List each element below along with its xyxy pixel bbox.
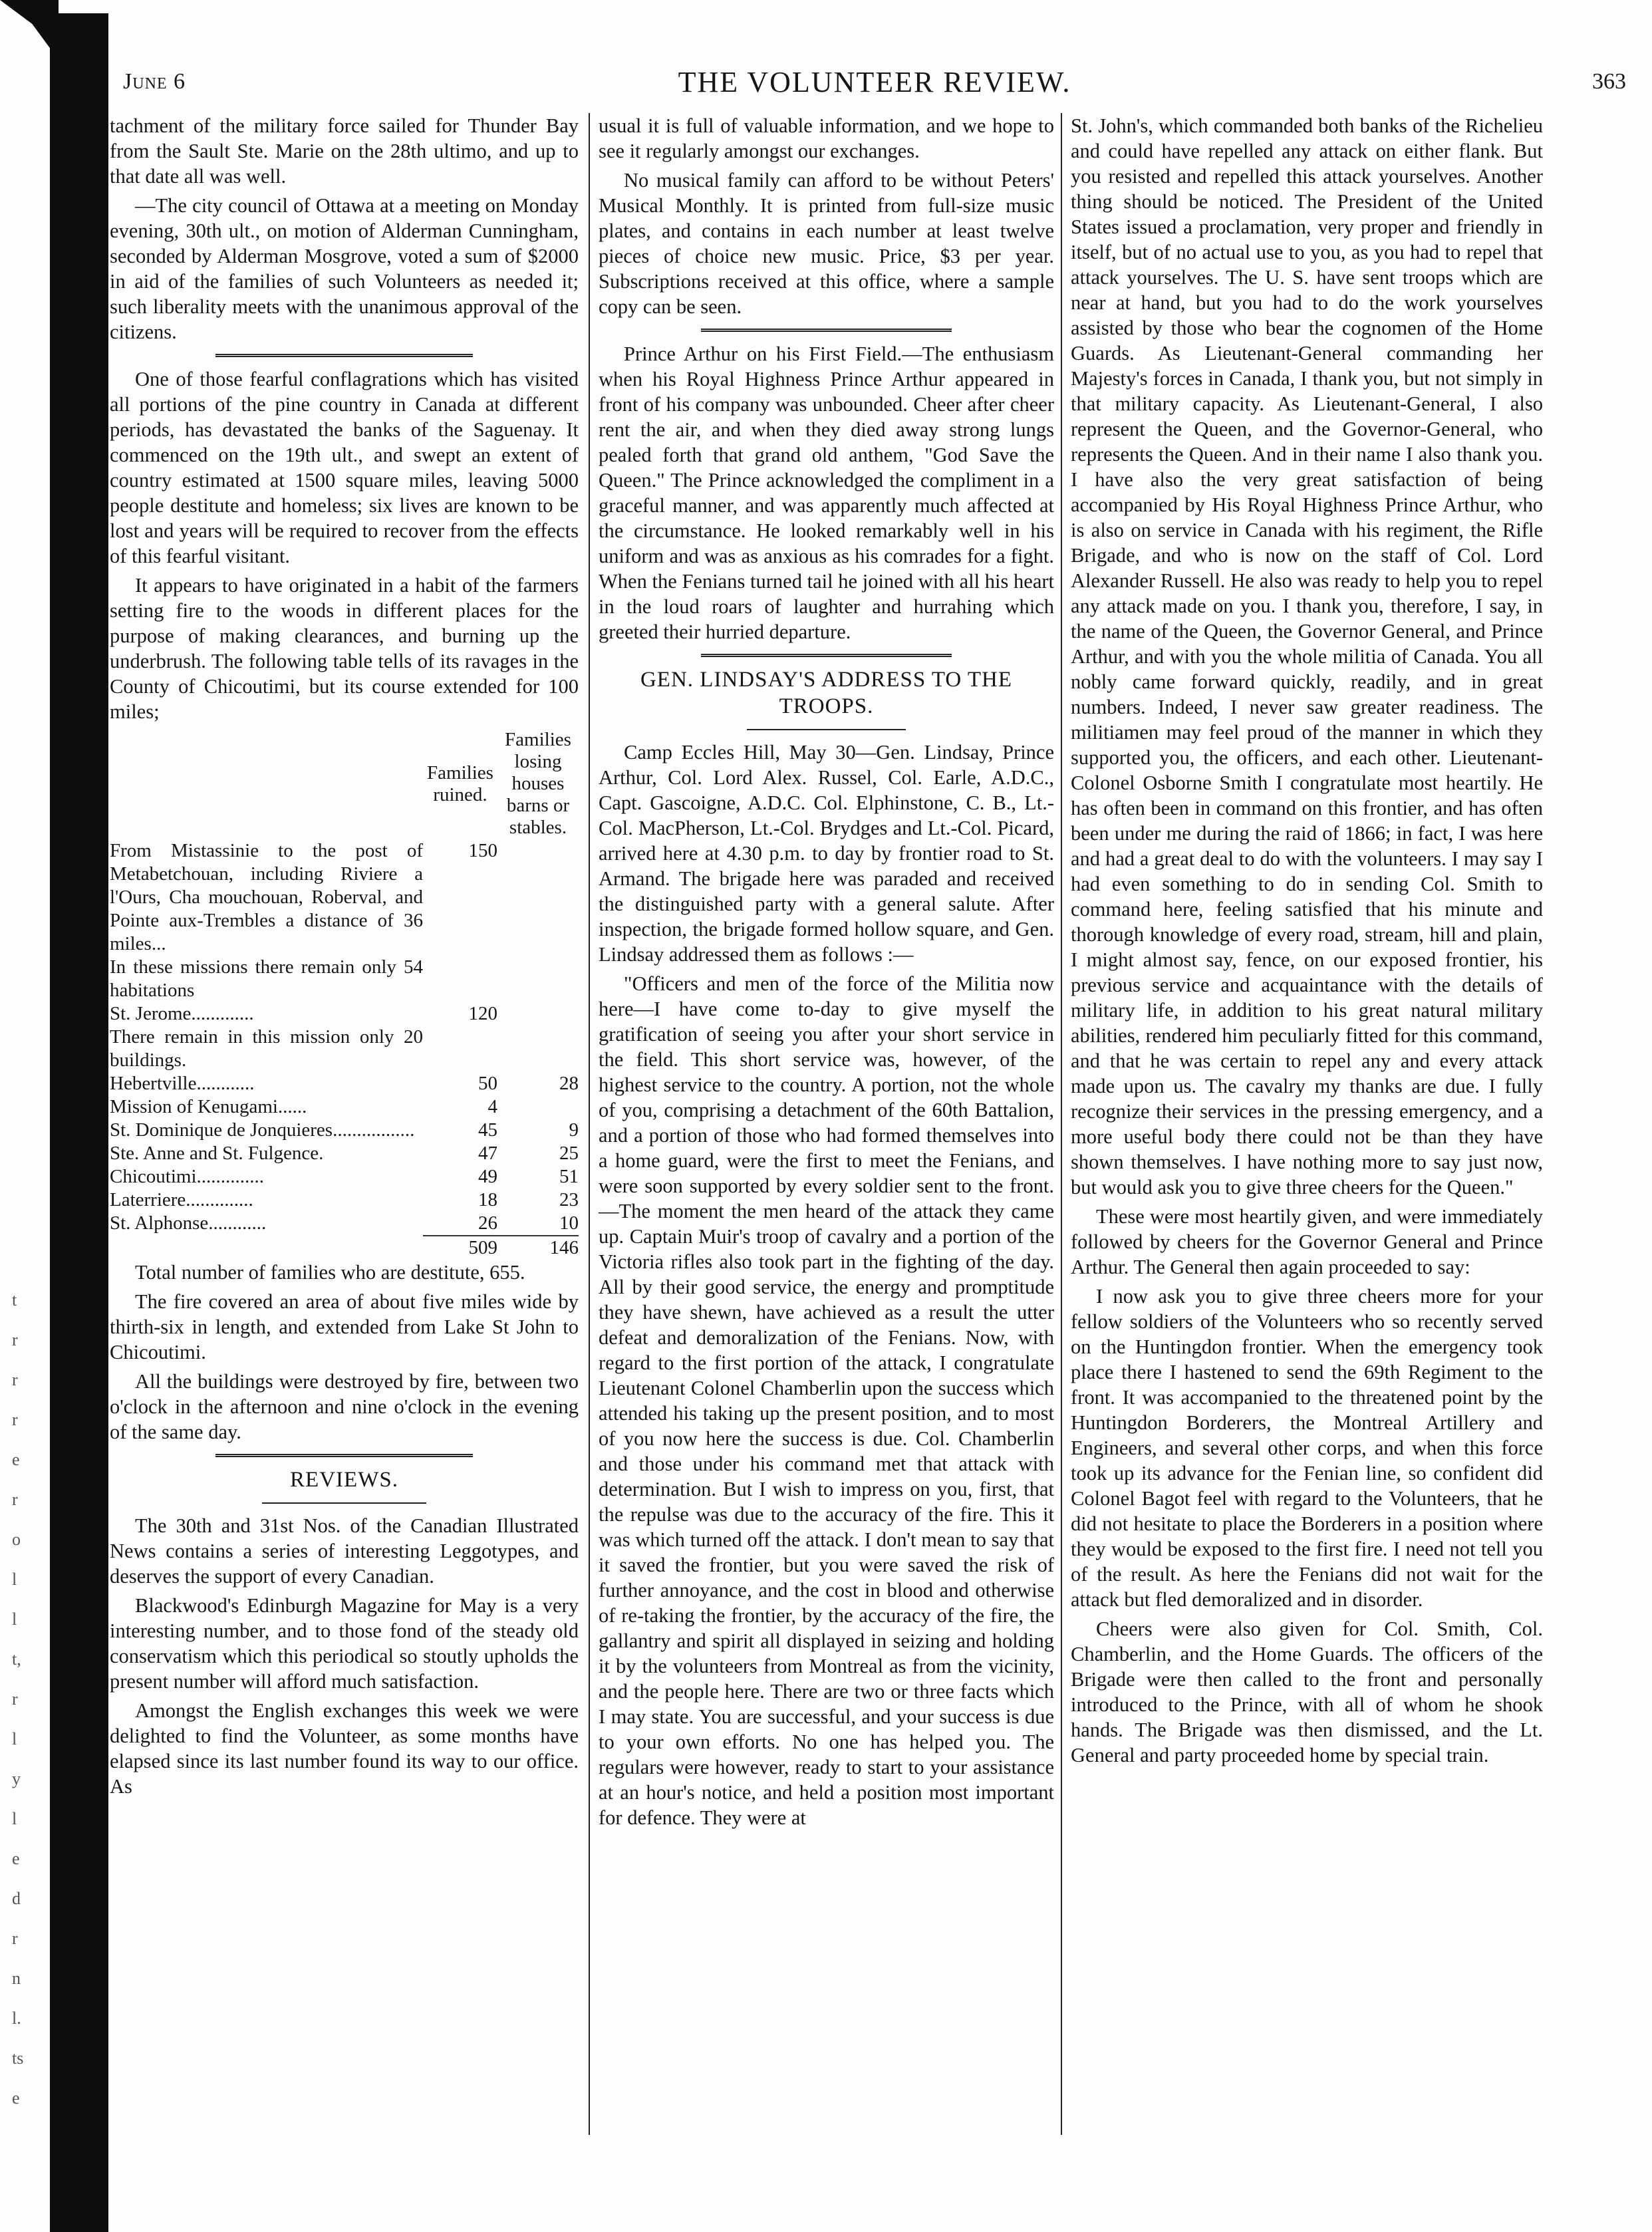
table-cell-place: St. Alphonse............ (110, 1212, 267, 1234)
col2-paragraph: No musical family can afford to be without Peters' Musical Monthly. It is printed from full-size music plates, and contains in each number at least twelve pieces of choice new music. Price, $3 per year. Subscriptions received at this office, where a sample copy can be seen. (599, 169, 1054, 318)
col1-paragraph: One of those fearful conflagrations which has visited all portions of the pine country in Canada at different periods, has devastated the banks of the Saguenay. It commenced on the 19th ult., and swept an extent of country estimated at 1500 square miles, leaving 5000 people destitute and homeless; six lives are known to be lost and years will be required to recover from the effects of this fearful visitant. (110, 368, 579, 567)
table-cell-ruined: 150 (468, 840, 497, 861)
table-header-losing: Families losing houses barns or stables. (505, 729, 571, 838)
table-cell-place: There remain in this mission only 20 buildings. (110, 1026, 423, 1071)
bleed-letter: t (12, 1290, 17, 1310)
table-row (110, 1119, 579, 1142)
col1-paragraph: The fire covered an area of about five miles wide by thirth-six in length, and extended from Lake St John to Chicoutimi. (110, 1290, 579, 1363)
table-row (110, 1142, 579, 1165)
separator (262, 1502, 426, 1504)
bleed-letter: r (12, 1929, 18, 1948)
table-row (110, 1188, 579, 1212)
separator (701, 654, 952, 657)
table-total-losing: 146 (497, 1236, 579, 1260)
col3-paragraph: I now ask you to give three cheers more for your fellow soldiers of the Volunteers who so recently served on the Huntingdon frontier. When the emergency took place there I hastened to send the 69th Regiment to the front. It was accompanied to the threatened point by the Huntingdon Borderers, the Montreal Artillery and Engineers, and several other corps, and when this force took up its advance for the Fenian line, so confident did Colonel Bagot feel with regard to the Volunteers, that he did not hesitate to place the Borderers in a position where they would be exposed to the first fire. I need not tell you of the result. As here the Fenians did not wait for the attack but fled demoralized and in disorder. (1071, 1285, 1543, 1611)
table-cell-ruined: 26 (478, 1212, 497, 1234)
table-header-ruined: Families ruined. (427, 762, 493, 805)
bleed-letter: y (12, 1769, 21, 1788)
header-title: THE VOLUNTEER REVIEW. (678, 66, 1071, 98)
table-row (110, 1002, 579, 1026)
table-cell-place: St. Dominique de Jonquieres................. (110, 1119, 415, 1141)
bleed-letter: e (12, 1450, 20, 1469)
table-cell-place: Ste. Anne and St. Fulgence. (110, 1143, 324, 1164)
col2-paragraph: Camp Eccles Hill, May 30—Gen. Lindsay, Prince Arthur, Col. Lord Alex. Russel, Col. Earle, A.D.C., Capt. Gascoigne, A.D.C. Col. Elphinstone, C. B., Lt.-Col. MacPherson, Lt.-Col. Brydges and Lt.-Col. Picard, arrived here at 4.30 p.m. to day by frontier road to St. Armand. The brigade here was paraded and received the distinguished party with a general salute. After inspection, the brigade formed hollow square, and Gen. Lindsay addressed them as follows :— (599, 741, 1054, 966)
section-heading-lindsay-address: GEN. LINDSAY'S ADDRESS TO THE TROOPS. (640, 668, 1013, 718)
col1-paragraph: Amongst the English exchanges this week we were delighted to find the Volunteer, as some months have elapsed since its last number found its way to our office. As (110, 1699, 579, 1798)
table-row (110, 1095, 579, 1119)
bleed-letter: d (12, 1889, 21, 1908)
table-cell-place: Laterriere.............. (110, 1189, 253, 1210)
bleed-letter: o (12, 1530, 21, 1549)
table-cell-losing: 10 (559, 1212, 579, 1234)
col1-paragraph: The 30th and 31st Nos. of the Canadian Illustrated News contains a series of interesting Leggotypes, and deserves the support of every Canadian. (110, 1514, 579, 1588)
separator (701, 329, 952, 332)
table-cell-ruined (423, 956, 497, 1002)
table-cell-ruined: 4 (487, 1096, 497, 1117)
binding-spine (0, 0, 110, 2232)
bleed-letter: ts (12, 2048, 24, 2068)
table-cell-ruined: 47 (478, 1143, 497, 1164)
table-cell-losing: 23 (559, 1189, 579, 1210)
col1-paragraph: All the buildings were destroyed by fire, between two o'clock in the afternoon and nine o'clock in the evening of the same day. (110, 1370, 579, 1443)
bleed-letter: l (12, 1809, 17, 1828)
table-cell-place: Hebertville............ (110, 1073, 255, 1094)
table-row (110, 1212, 579, 1236)
table-row (110, 956, 579, 1002)
table-cell-ruined: 18 (478, 1189, 497, 1210)
table-cell-place: Chicoutimi.............. (110, 1166, 264, 1187)
table-cell-losing (497, 1002, 579, 1026)
bleed-letter: e (12, 2088, 20, 2108)
bleed-letter: n (12, 1969, 21, 1988)
column-rule-2 (1061, 113, 1062, 2135)
table-cell-losing (497, 1026, 579, 1072)
page-header (123, 65, 1626, 105)
bleed-letter: l (12, 1570, 17, 1589)
bleed-letter: r (12, 1410, 18, 1429)
bleed-letter: l (12, 1729, 17, 1748)
table-cell-place: In these missions there remain only 54 habitations (110, 956, 423, 1001)
col1-paragraph: —The city council of Ottawa at a meeting on Monday evening, 30th ult., on motion of Alderman Cunningham, seconded by Alderman Mosgrove, voted a sum of $2000 in aid of the families of such Volunteers as needed it; such liberality meets with the unanimous approval of the citizens. (110, 194, 579, 343)
table-cell-ruined (423, 1026, 497, 1072)
header-date: June 6 (123, 69, 186, 94)
column-1 (110, 113, 579, 1803)
header-page-number: 363 (1592, 69, 1626, 94)
col3-paragraph: Cheers were also given for Col. Smith, Col. Chamberlin, and the Home Guards. The officers of the Brigade were then called to the front and personally introduced to the Prince, with all of whom he shook hands. The Brigade was then dismissed, and the Lt. General and party proceeded home by special train. (1071, 1617, 1543, 1766)
table-row (110, 1072, 579, 1095)
table-cell-losing: 51 (559, 1166, 579, 1187)
col1-paragraph: tachment of the military force sailed for Thunder Bay from the Sault Ste. Marie on the 28th ultimo, and up to that date all was well. (110, 114, 579, 188)
bleed-letter: t, (12, 1649, 21, 1669)
col2-paragraph: "Officers and men of the force of the Militia now here—I have come to-day to give myself the gratification of seeing you after your short service in the field. This short service was, however, of the highest service to the country. A portion, not the whole of you, comprising a detachment of the 60th Battalion, and a portion of those who had formed themselves into a home guard, were the first to meet the Fenians, and were soon supported by every soldier sent to the front.—The moment the men heard of the attack they came up. Captain Muir's troop of cavalry and a portion of the Victoria rifles also took part in the fighting of the day. All by their good service, the energy and promptitude they have shewn, have achieved as a result the utter defeat and demoralization of the Fenians. Now, with regard to the first portion of the attack, I congratulate Lieutenant Colonel Chamberlin upon the success which attended his taking up the present position, and to most of you now here the success is due. Col. Chamberlin and those under his command met that attack with determination. But I wish to impress on you, first, that the repulse was due to the accuracy of the fire. This it was which turned off the attack. I don't mean to say that it saved the frontier, but you were saved the risk of further annoyance, and the cost in blood and otherwise of re-taking the frontier, by the accuracy of the fire, the gallantry and spirit all displayed in seizing and holding it by the volunteers from Montreal as from the vicinity, and the people here. There are two or three facts which I may state. You are successful, and your success is due to your own efforts. No one has helped you. The regulars were however, ready to start to your assistance at an hour's notice, and held a position most important for defence. They were at (599, 972, 1054, 1829)
table-cell-ruined: 50 (478, 1073, 497, 1094)
table-row (110, 839, 579, 956)
col3-paragraph: St. John's, which commanded both banks of the Richelieu and could have repelled any attack on either flank. But you resisted and repelled this attack yourselves. Another thing should be noticed. The President of the United States issued a proclamation, very proper and friendly in itself, but of no actual use to you, as you had to repel that attack yourselves. The U. S. have sent troops which are near at hand, but you had to do the work yourselves assisted by those who bear the cognomen of the Home Guards. As Lieutenant-General commanding her Majesty's forces in Canada, I thank you, but not simply in that military capacity. As Lieutenant-General, I also represent the Queen, and the Governor-General, who represents the Queen. And in their name I also thank you. I have also the very great satisfaction of being accompanied by His Royal Highness Prince Arthur, who is also on service in Canada with his regiment, the Rifle Brigade, and who is now on the staff of Col. Lord Alexander Russell. He also was ready to help you to repel any attack made on you. I thank you, therefore, I say, in the name of the Queen, the Governor General, and Prince Arthur, and with you the whole militia of Canada. You all nobly came forward quickly, readily, and in great numbers. Indeed, I never saw greater readiness. The militiamen may feel proud of the manner in which they supported you, the officers, and each other. Lieutenant-Colonel Osborne Smith I congratulate most heartily. He has often been in command on this frontier, and has often been under me during the raid of 1866; in fact, I was here and had a great deal to do with the volunteers. I may say I had even something to do in sending Col. Smith to command here, feeling satisfied that his minute and thorough knowledge of every road, stream, hill and plain, I might almost say, fence, on our exposed frontier, his previous service and acquaintance with the details of military life, in addition to his great natural military abilities, rendered him peculiarly fitted for this command, and that he was certain to repel any and every attack made upon us. The cavalry my thanks are due. I fully recognize their services in the pressing emergency, and a more useful body there could not be than they have shown themselves. I have nothing more to say just now, but would ask you to give three cheers for the Queen." (1071, 114, 1543, 1198)
bleed-letter: l (12, 1609, 17, 1629)
table-cell-losing (497, 1095, 579, 1119)
table-row (110, 1026, 579, 1072)
fire-ravages-table (110, 728, 579, 1260)
spine-shadow (50, 13, 108, 2232)
table-cell-losing (497, 839, 579, 956)
bleed-letter: e (12, 1849, 20, 1868)
separator (215, 354, 474, 357)
table-cell-place: Mission of Kenugami...... (110, 1096, 307, 1117)
table-cell-ruined: 45 (478, 1119, 497, 1141)
col2-paragraph: usual it is full of valuable information, and we hope to see it regularly amongst our exchanges. (599, 114, 1054, 162)
table-cell-place: St. Jerome............. (110, 1003, 254, 1024)
bleed-letter: r (12, 1330, 18, 1349)
bleed-letter: r (12, 1689, 18, 1709)
table-cell-losing: 25 (559, 1143, 579, 1164)
bleed-letter: r (12, 1370, 18, 1389)
table-cell-place: From Mistassinie to the post of Metabetchouan, including Riviere a l'Ours, Cha mouchouan, Roberval, and Pointe aux-Trembles a distance of 36 miles... (110, 840, 423, 954)
bleed-letter: r (12, 1490, 18, 1509)
table-cell-ruined: 120 (468, 1003, 497, 1024)
table-cell-losing (497, 956, 579, 1002)
col2-paragraph: Prince Arthur on his First Field.—The enthusiasm when his Royal Highness Prince Arthur appeared in front of his company was unbounded. Cheer after cheer rent the air, and when they died away strong lungs pealed forth that grand old anthem, "God Save the Queen." The Prince acknowledged the compliment in a graceful manner, and was apparently much affected at the circumstance. He looked remarkably well in his uniform and was as anxious as his comrades for a fight. When the Fenians turned tail he joined with all his heart in the loud roars of laughter and hurrahing which greeted their hurried departure. (599, 343, 1054, 643)
col1-paragraph: Blackwood's Edinburgh Magazine for May is a very interesting number, and to those fond of the steady old conservatism which this periodical so stoutly upholds the present number will afford much satisfaction. (110, 1594, 579, 1693)
table-row (110, 1165, 579, 1188)
table-cell-losing: 9 (569, 1119, 579, 1141)
table-total-ruined: 509 (423, 1236, 497, 1260)
column-rule-1 (589, 113, 590, 2135)
separator (747, 729, 906, 730)
column-2 (599, 113, 1054, 1834)
col1-paragraph: It appears to have originated in a habit of the farmers setting fire to the woods in different places for the purpose of making clearances, and burning up the underbrush. The following table tells of its ravages in the County of Chicoutimi, but its course extended for 100 miles; (110, 574, 579, 723)
section-heading-reviews: REVIEWS. (290, 1468, 398, 1492)
bleed-letter: l. (12, 2009, 21, 2028)
table-cell-losing: 28 (559, 1073, 579, 1094)
col1-paragraph: Total number of families who are destitute, 655. (135, 1261, 525, 1284)
col3-paragraph: These were most heartily given, and were immediately followed by cheers for the Governor General and Prince Arthur. The General then again proceeded to say: (1071, 1205, 1543, 1278)
separator (215, 1454, 474, 1457)
column-3 (1071, 113, 1543, 1772)
table-cell-ruined: 49 (478, 1166, 497, 1187)
